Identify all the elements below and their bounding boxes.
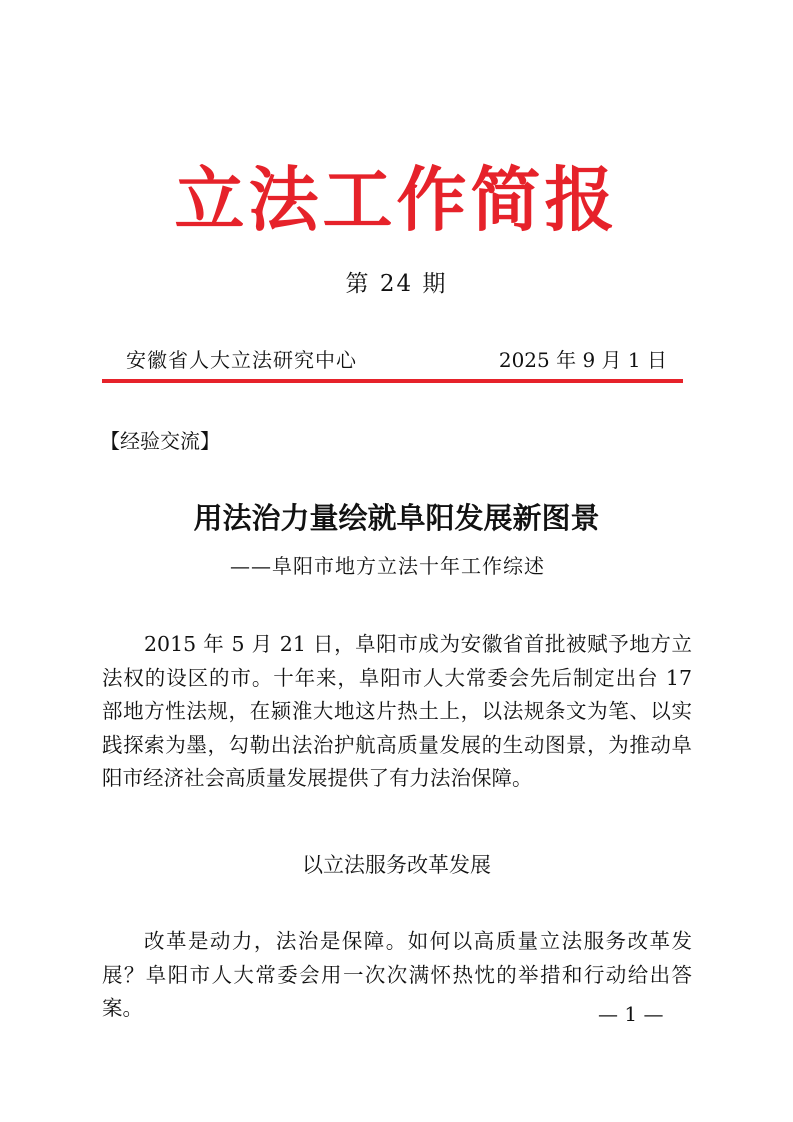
intro-paragraph: 2015 年 5 月 21 日，阜阳市成为安徽省首批被赋予地方立法权的设区的市。十年来，阜阳市人大常委会先后制定出台 17 部地方性法规，在颍淮大地这片热土上，以法规条文为笔、以实践探索为墨，勾勒出法治护航高质量发展的生动图景，为推动阜阳市经济社会高质量发展提供了有力法治保障。 [102,632,692,790]
section-paragraph: 改革是动力，法治是保障。如何以高质量立法服务改革发展？阜阳市人大常委会用一次次满怀热忱的举措和行动给出答案。 [102,929,692,1020]
column-label: 【经验交流】 [100,429,220,453]
issue-number: 第 24 期 [345,271,448,297]
masthead-title: 立法工作简报 [174,158,619,241]
article-subheadline: ——阜阳市地方立法十年工作综述 [230,554,545,578]
page-number: — 1 — [598,1002,664,1026]
publish-date: 2025 年 9 月 1 日 [498,348,667,372]
masthead-divider [102,379,683,383]
article-headline: 用法治力量绘就阜阳发展新图景 [193,501,600,535]
section-heading: 以立法服务改革发展 [302,853,491,877]
publisher-organization: 安徽省人大立法研究中心 [126,348,357,372]
